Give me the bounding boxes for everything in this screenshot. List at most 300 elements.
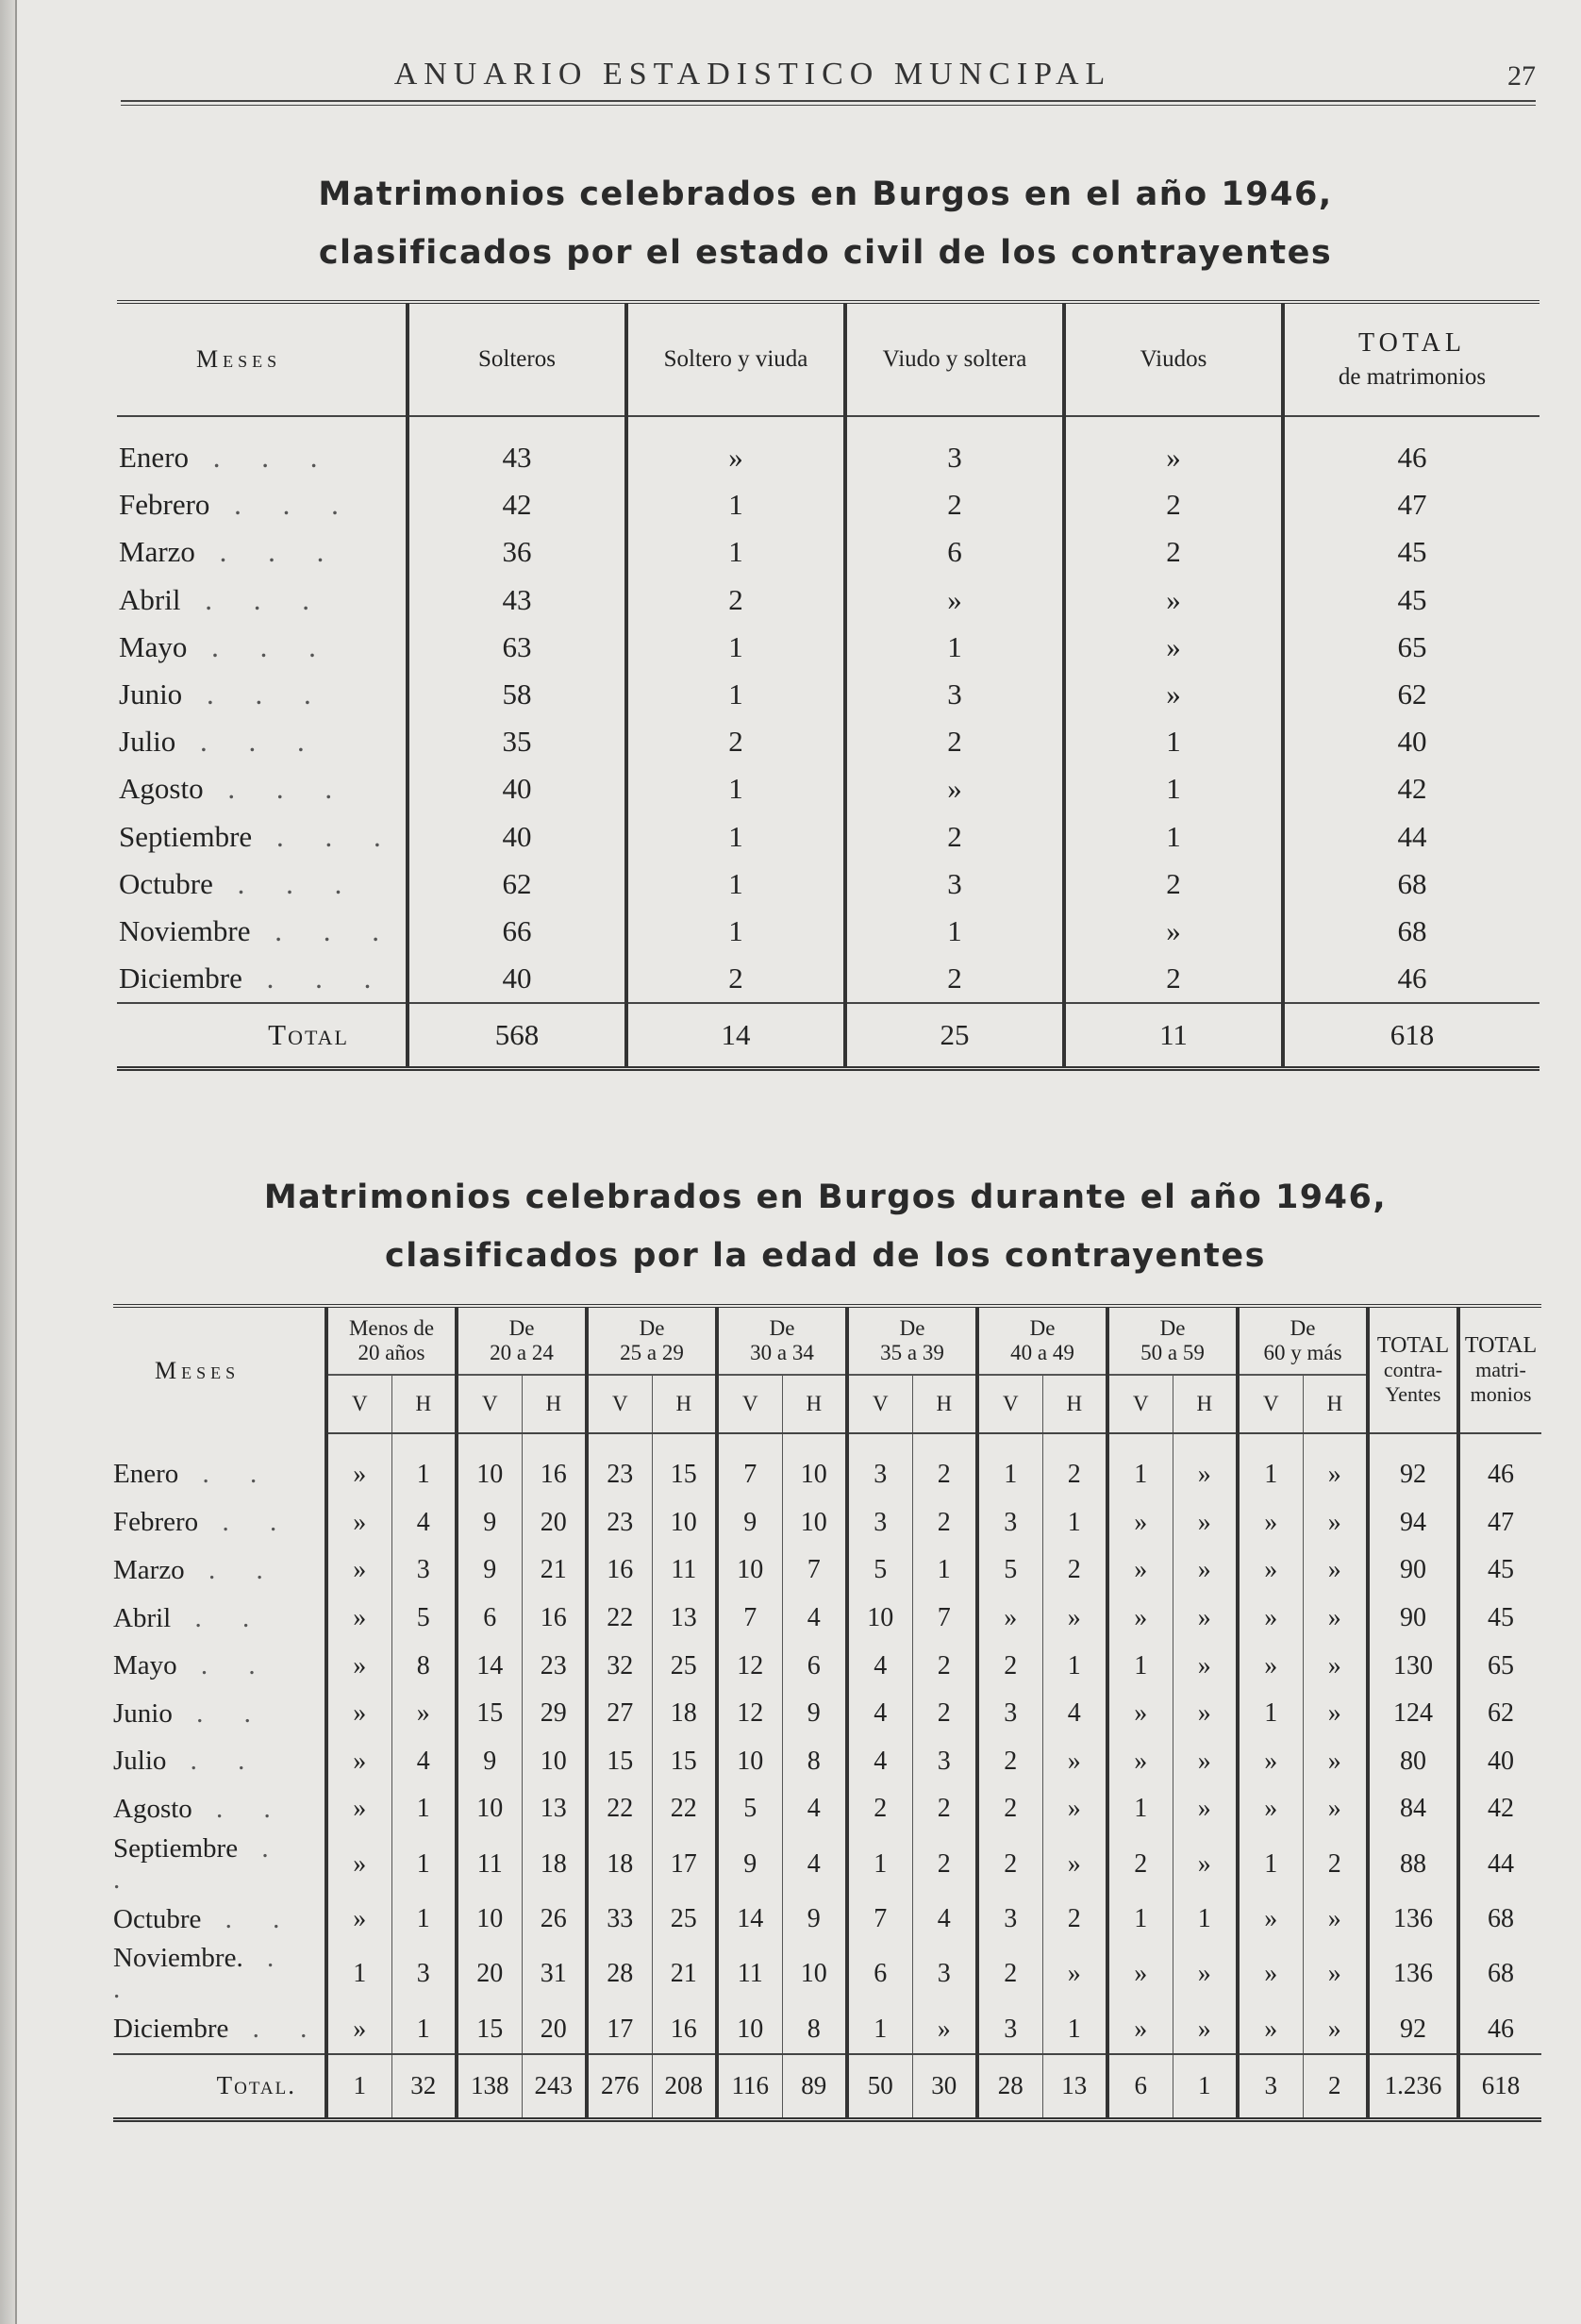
cell-v: 11	[457, 1833, 522, 1896]
leader-dots: . . .	[189, 441, 335, 475]
sub-header-h: H	[652, 1375, 717, 1433]
cell-h: 1	[391, 2005, 457, 2054]
cell-h: 9	[782, 1896, 847, 1944]
cell-h: 15	[652, 1738, 717, 1786]
cell-viudos: »	[1064, 577, 1283, 624]
cell-solteros: 40	[408, 955, 626, 1003]
total-v: 276	[587, 2054, 652, 2120]
cell-h: 17	[652, 1833, 717, 1896]
cell-v: 22	[587, 1785, 652, 1833]
cell-h: »	[1303, 1690, 1368, 1738]
cell-viudo_soltera: 3	[845, 671, 1064, 718]
cell-v: 4	[847, 1642, 912, 1690]
cell-v: »	[326, 2005, 391, 2054]
leader-dots: . . .	[182, 677, 328, 711]
cell-contrayentes: 136	[1368, 1943, 1458, 2005]
month-cell	[113, 1785, 326, 1833]
table1-title-line2: clasificados por el estado civil de los contrayentes	[318, 234, 1333, 272]
cell-v: 27	[587, 1690, 652, 1738]
table1-row	[117, 813, 1539, 861]
month-label: Marzo	[113, 1554, 185, 1585]
cell-matrimonios: 65	[1488, 1650, 1514, 1680]
table2-age	[113, 1304, 1541, 2122]
leader-dots: . . .	[203, 772, 350, 806]
cell-v: 2	[977, 1738, 1042, 1786]
sub-header-v: V	[587, 1375, 652, 1433]
cell-v: 5	[977, 1547, 1042, 1595]
cell-v: 15	[587, 1738, 652, 1786]
month-label: Febrero	[113, 1507, 199, 1538]
table2-title	[113, 1168, 1538, 1285]
cell-matrimonios: 40	[1488, 1746, 1514, 1776]
cell-h: 2	[1042, 1547, 1107, 1595]
cell-h: 22	[652, 1785, 717, 1833]
cell-viudos: 2	[1064, 481, 1283, 528]
total-h: 13	[1042, 2054, 1107, 2120]
running-title: ANUARIO ESTADISTICO MUNCIPAL	[393, 57, 1112, 92]
leader-dots: . .	[201, 1903, 297, 1934]
cell-h: 1	[1173, 1896, 1238, 1944]
total-h: 243	[522, 2054, 587, 2120]
cell-total: 62	[1397, 677, 1427, 711]
cell-total: 45	[1397, 582, 1427, 616]
age-group-line2: 40 a 49	[1010, 1341, 1074, 1364]
cell-v: 10	[717, 2005, 782, 2054]
cell-h: 20	[522, 2005, 587, 2054]
cell-h: »	[1173, 1499, 1238, 1547]
table2-total-row	[113, 2054, 1541, 2120]
cell-v: 4	[847, 1690, 912, 1738]
total-v: 28	[977, 2054, 1042, 2120]
month-cell	[113, 1690, 326, 1738]
running-header	[121, 57, 1536, 104]
age-group-header	[717, 1306, 847, 1375]
book-spine-edge	[0, 0, 17, 2324]
cell-viudo_soltera: »	[845, 765, 1064, 812]
month-label: Mayo	[113, 1650, 177, 1681]
age-group-line2: 60 y más	[1263, 1341, 1342, 1364]
cell-v: 5	[847, 1547, 912, 1595]
cell-h: »	[1173, 1642, 1238, 1690]
cell-solteros: 58	[408, 671, 626, 718]
cell-h: 25	[652, 1642, 717, 1690]
cell-solteros: 66	[408, 908, 626, 955]
cell-v: 14	[717, 1896, 782, 1944]
sub-header-h: H	[391, 1375, 457, 1433]
month-label: Julio	[113, 1746, 167, 1777]
total-viudo-soltera: 25	[845, 1003, 1064, 1069]
age-group-line1: De	[1159, 1316, 1186, 1340]
table2-row	[113, 1690, 1541, 1738]
cell-h: 1	[912, 1547, 977, 1595]
total-v: 138	[457, 2054, 522, 2120]
col-total-line2: de matrimonios	[1338, 364, 1487, 390]
cell-h: 10	[522, 1738, 587, 1786]
header-rule	[121, 100, 1536, 106]
leader-dots: . . .	[252, 819, 398, 853]
cell-v: 23	[587, 1433, 652, 1499]
cell-v: 9	[457, 1499, 522, 1547]
table2-row	[113, 1642, 1541, 1690]
total-contrayentes-line2: contra-	[1383, 1358, 1443, 1381]
month-label: Agosto	[119, 772, 204, 806]
cell-total: 46	[1397, 961, 1427, 995]
cell-soltero_viuda: 1	[626, 765, 845, 812]
cell-viudos: 2	[1064, 861, 1283, 908]
cell-h: 6	[782, 1642, 847, 1690]
age-group-header	[1107, 1306, 1238, 1375]
age-group-line2: 25 a 29	[620, 1341, 684, 1364]
cell-v: 32	[587, 1642, 652, 1690]
cell-v: »	[1238, 1499, 1303, 1547]
cell-v: 1	[977, 1433, 1042, 1499]
cell-v: 16	[587, 1547, 652, 1595]
cell-v: 10	[717, 1547, 782, 1595]
cell-v: 17	[587, 2005, 652, 2054]
cell-soltero_viuda: 2	[626, 955, 845, 1003]
table1-row	[117, 908, 1539, 955]
cell-h: 5	[391, 1595, 457, 1643]
table2-row	[113, 1595, 1541, 1643]
cell-v: 3	[977, 1690, 1042, 1738]
table1-title	[113, 165, 1538, 282]
month-cell	[113, 1943, 326, 2005]
month-cell	[117, 955, 408, 1003]
cell-v: 5	[717, 1785, 782, 1833]
cell-v: 1	[1238, 1433, 1303, 1499]
table2-row	[113, 1785, 1541, 1833]
cell-h: »	[1042, 1738, 1107, 1786]
cell-v: 2	[847, 1785, 912, 1833]
cell-v: »	[326, 1642, 391, 1690]
month-label: Enero	[113, 1459, 179, 1490]
cell-h: »	[1173, 1833, 1238, 1896]
cell-viudo_soltera: »	[845, 577, 1064, 624]
cell-v: »	[1238, 2005, 1303, 2054]
cell-h: 4	[912, 1896, 977, 1944]
month-label: Abril	[119, 582, 181, 616]
cell-solteros: 63	[408, 624, 626, 671]
cell-v: 9	[717, 1833, 782, 1896]
cell-h: 8	[782, 2005, 847, 2054]
month-label: Diciembre	[113, 2014, 229, 2045]
cell-soltero_viuda: 1	[626, 861, 845, 908]
month-label: Marzo	[119, 535, 195, 569]
age-group-line2: 50 a 59	[1140, 1341, 1205, 1364]
total-v: 6	[1107, 2054, 1173, 2120]
cell-v: 1	[1107, 1785, 1173, 1833]
table2-group-header-row	[113, 1306, 1541, 1375]
cell-v: 1	[847, 1833, 912, 1896]
cell-h: »	[1303, 1499, 1368, 1547]
month-label: Diciembre	[119, 961, 242, 995]
cell-h: 29	[522, 1690, 587, 1738]
cell-h: »	[1303, 2005, 1368, 2054]
cell-v: »	[326, 1738, 391, 1786]
cell-soltero_viuda: »	[626, 416, 845, 481]
age-group-line2: 35 a 39	[880, 1341, 944, 1364]
cell-soltero_viuda: 1	[626, 813, 845, 861]
total-contrayentes-line3: Yentes	[1385, 1382, 1441, 1406]
table2-title-line2: clasificados por la edad de los contrayentes	[385, 1237, 1266, 1275]
cell-v: 3	[977, 1499, 1042, 1547]
month-label: Agosto	[113, 1793, 192, 1824]
cell-total: 44	[1397, 819, 1427, 853]
cell-contrayentes: 136	[1368, 1896, 1458, 1944]
leader-dots: . . .	[209, 488, 356, 522]
month-cell	[113, 1595, 326, 1643]
cell-h: 9	[782, 1690, 847, 1738]
sub-header-h: H	[1042, 1375, 1107, 1433]
cell-contrayentes: 88	[1368, 1833, 1458, 1896]
cell-solteros: 43	[408, 416, 626, 481]
cell-v: »	[326, 1433, 391, 1499]
age-group-header	[587, 1306, 717, 1375]
month-cell	[113, 1547, 326, 1595]
sub-header-h: H	[1173, 1375, 1238, 1433]
cell-h: 8	[391, 1642, 457, 1690]
age-group-line2: 30 a 34	[750, 1341, 814, 1364]
month-label: Noviembre.	[113, 1943, 243, 1974]
cell-v: »	[1238, 1642, 1303, 1690]
cell-v: 1	[1238, 1690, 1303, 1738]
cell-contrayentes: 92	[1368, 2005, 1458, 2054]
cell-viudos: 1	[1064, 718, 1283, 765]
cell-v: 2	[977, 1943, 1042, 2005]
cell-h: 1	[1042, 1642, 1107, 1690]
month-label: Noviembre	[119, 913, 251, 947]
cell-v: 10	[847, 1595, 912, 1643]
cell-v: 1	[1107, 1896, 1173, 1944]
age-group-line2: 20 años	[358, 1341, 425, 1364]
table1-row	[117, 577, 1539, 624]
month-label: Octubre	[113, 1903, 202, 1934]
age-group-header	[1238, 1306, 1368, 1375]
cell-h: 21	[522, 1547, 587, 1595]
cell-v: »	[326, 1896, 391, 1944]
leader-dots: . .	[113, 1832, 286, 1895]
cell-viudos: »	[1064, 624, 1283, 671]
cell-h: 26	[522, 1896, 587, 1944]
leader-dots: . .	[191, 1793, 288, 1824]
cell-h: 1	[391, 1896, 457, 1944]
month-label: Julio	[119, 725, 176, 759]
cell-h: »	[912, 2005, 977, 2054]
leader-dots: . .	[228, 2014, 325, 2045]
cell-solteros: 35	[408, 718, 626, 765]
total-matrimonios-line1: TOTAL	[1464, 1333, 1538, 1358]
cell-v: »	[1107, 1595, 1173, 1643]
cell-h: »	[1173, 2005, 1238, 2054]
cell-v: 14	[457, 1642, 522, 1690]
total-matrimonios-line2: matri-	[1475, 1358, 1526, 1381]
cell-total: 68	[1397, 913, 1427, 947]
cell-solteros: 42	[408, 481, 626, 528]
cell-h: 2	[912, 1690, 977, 1738]
sub-header-v: V	[1107, 1375, 1173, 1433]
cell-v: 15	[457, 2005, 522, 2054]
cell-viudos: »	[1064, 671, 1283, 718]
col-soltero-viuda: Soltero y viuda	[626, 302, 845, 416]
total-h: 208	[652, 2054, 717, 2120]
cell-v: 1	[1107, 1433, 1173, 1499]
cell-contrayentes: 130	[1368, 1642, 1458, 1690]
table1-row	[117, 528, 1539, 576]
cell-v: 33	[587, 1896, 652, 1944]
age-group-line1: Menos de	[348, 1316, 435, 1340]
cell-viudo_soltera: 3	[845, 416, 1064, 481]
cell-h: 1	[391, 1785, 457, 1833]
cell-viudo_soltera: 2	[845, 955, 1064, 1003]
cell-v: »	[1107, 2005, 1173, 2054]
cell-contrayentes: 80	[1368, 1738, 1458, 1786]
table2-row	[113, 1896, 1541, 1944]
total-h: 89	[782, 2054, 847, 2120]
cell-viudos: 2	[1064, 528, 1283, 576]
leader-dots: . .	[198, 1507, 294, 1538]
cell-viudos: 1	[1064, 765, 1283, 812]
cell-v: »	[977, 1595, 1042, 1643]
cell-contrayentes: 90	[1368, 1547, 1458, 1595]
leader-dots: . .	[171, 1602, 267, 1633]
cell-h: 16	[652, 2005, 717, 2054]
cell-h: »	[1173, 1943, 1238, 2005]
table2-row	[113, 1833, 1541, 1896]
total-h: 30	[912, 2054, 977, 2120]
cell-h: 16	[522, 1595, 587, 1643]
cell-total: 47	[1397, 488, 1427, 522]
cell-v: 23	[587, 1499, 652, 1547]
cell-h: »	[1173, 1433, 1238, 1499]
total-label: Total	[117, 1003, 408, 1069]
cell-viudo_soltera: 6	[845, 528, 1064, 576]
cell-viudos: 1	[1064, 813, 1283, 861]
month-cell	[117, 765, 408, 812]
cell-v: 15	[457, 1690, 522, 1738]
cell-h: 1	[391, 1433, 457, 1499]
cell-v: »	[1238, 1547, 1303, 1595]
cell-v: 1	[1107, 1642, 1173, 1690]
month-cell	[117, 416, 408, 481]
leader-dots: . . .	[175, 725, 322, 759]
cell-h: »	[1173, 1738, 1238, 1786]
table2-row	[113, 2005, 1541, 2054]
cell-h: 4	[782, 1833, 847, 1896]
cell-v: »	[1238, 1896, 1303, 1944]
sub-header-v: V	[457, 1375, 522, 1433]
total-h: 1	[1173, 2054, 1238, 2120]
table1-row	[117, 955, 1539, 1003]
cell-h: 10	[782, 1499, 847, 1547]
age-group-line1: De	[769, 1316, 795, 1340]
cell-soltero_viuda: 2	[626, 718, 845, 765]
cell-h: »	[1303, 1547, 1368, 1595]
cell-h: »	[1303, 1595, 1368, 1643]
cell-v: »	[1107, 1499, 1173, 1547]
cell-v: 6	[457, 1595, 522, 1643]
cell-h: »	[1173, 1785, 1238, 1833]
cell-total: 46	[1397, 441, 1427, 475]
table1-row	[117, 416, 1539, 481]
leader-dots: . . .	[187, 629, 333, 663]
month-label: Abril	[113, 1602, 172, 1633]
age-group-header	[847, 1306, 977, 1375]
cell-solteros: 36	[408, 528, 626, 576]
cell-v: 11	[717, 1943, 782, 2005]
age-group-header	[326, 1306, 457, 1375]
cell-contrayentes: 92	[1368, 1433, 1458, 1499]
month-cell	[117, 813, 408, 861]
table1-header-row	[117, 302, 1539, 416]
cell-soltero_viuda: 1	[626, 624, 845, 671]
cell-h: 1	[1042, 2005, 1107, 2054]
cell-viudo_soltera: 2	[845, 813, 1064, 861]
cell-h: 2	[912, 1785, 977, 1833]
cell-solteros: 40	[408, 765, 626, 812]
leader-dots: . . .	[180, 582, 326, 616]
month-cell	[117, 718, 408, 765]
cell-v: 7	[717, 1595, 782, 1643]
total-v: 3	[1238, 2054, 1303, 2120]
col-viudo-soltera: Viudo y soltera	[845, 302, 1064, 416]
sub-header-v: V	[1238, 1375, 1303, 1433]
cell-v: 10	[457, 1896, 522, 1944]
leader-dots: . . .	[212, 866, 359, 900]
cell-h: »	[1303, 1896, 1368, 1944]
month-cell	[113, 1642, 326, 1690]
cell-matrimonios: 44	[1488, 1848, 1514, 1879]
total-viudos: 11	[1064, 1003, 1283, 1069]
cell-h: 2	[912, 1833, 977, 1896]
total-v: 116	[717, 2054, 782, 2120]
month-label: Enero	[119, 441, 190, 475]
age-group-line1: De	[1290, 1316, 1316, 1340]
sub-header-h: H	[912, 1375, 977, 1433]
cell-v: 10	[457, 1433, 522, 1499]
cell-h: 3	[391, 1943, 457, 2005]
cell-contrayentes: 90	[1368, 1595, 1458, 1643]
cell-h: 4	[391, 1738, 457, 1786]
sub-header-v: V	[847, 1375, 912, 1433]
cell-h: »	[1303, 1433, 1368, 1499]
month-cell	[113, 1433, 326, 1499]
table2-row	[113, 1499, 1541, 1547]
sub-header-h: H	[522, 1375, 587, 1433]
header-total-contrayentes	[1368, 1306, 1458, 1433]
cell-h: »	[1042, 1785, 1107, 1833]
sub-header-v: V	[717, 1375, 782, 1433]
cell-h: 18	[652, 1690, 717, 1738]
table1-row	[117, 765, 1539, 812]
month-cell	[117, 528, 408, 576]
cell-v: 12	[717, 1642, 782, 1690]
table1-row	[117, 718, 1539, 765]
cell-matrimonios: 47	[1488, 1507, 1514, 1537]
col-viudos: Viudos	[1064, 302, 1283, 416]
table2-row	[113, 1433, 1541, 1499]
cell-soltero_viuda: 2	[626, 577, 845, 624]
leader-dots: . . .	[194, 535, 341, 569]
table1-civil-status	[117, 300, 1539, 1071]
cell-h: 2	[1303, 1833, 1368, 1896]
cell-total: 65	[1397, 629, 1427, 663]
cell-total: 68	[1397, 866, 1427, 900]
total-h: 32	[391, 2054, 457, 2120]
cell-matrimonios: 45	[1488, 1555, 1514, 1585]
cell-viudos: 2	[1064, 955, 1283, 1003]
cell-v: 7	[717, 1433, 782, 1499]
cell-soltero_viuda: 1	[626, 481, 845, 528]
